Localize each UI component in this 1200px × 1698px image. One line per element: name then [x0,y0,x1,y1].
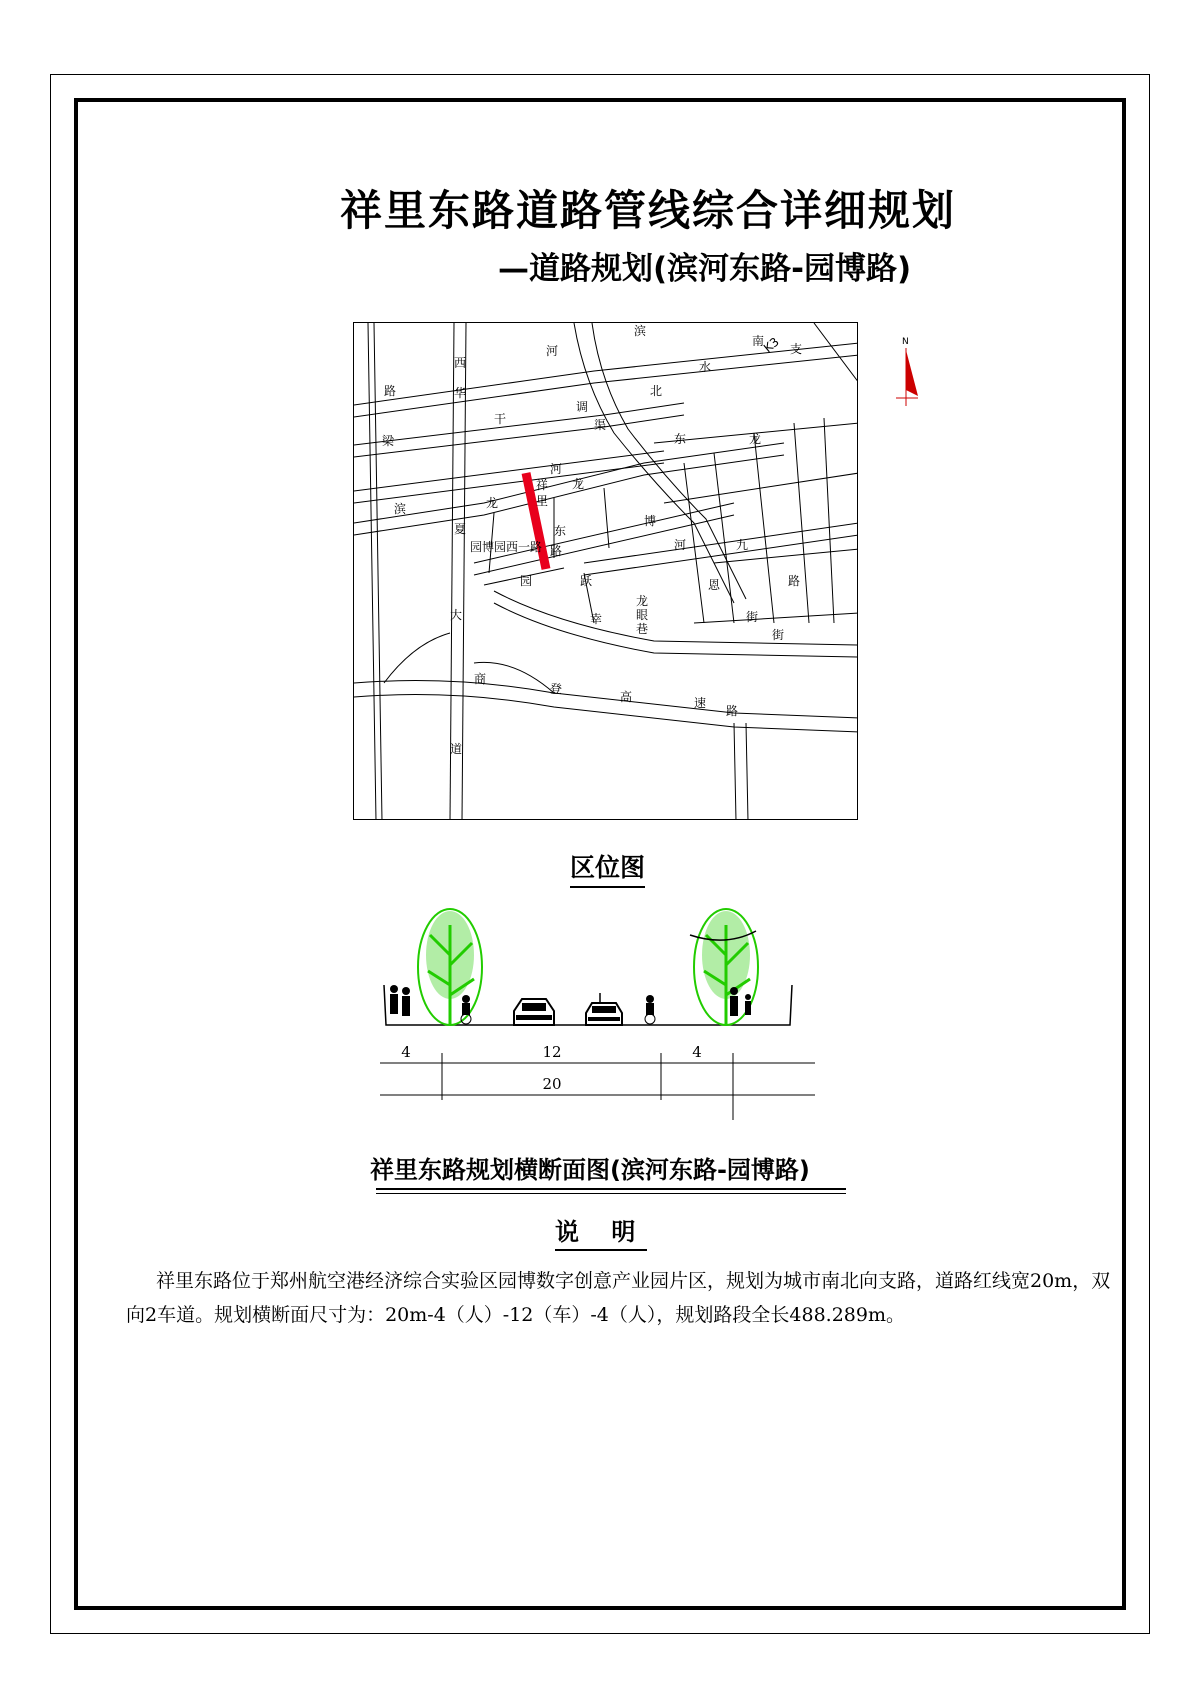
cyclist-icon [645,995,655,1024]
dimension-right: 4 [692,1043,702,1061]
map-label: 路 [788,574,801,588]
north-label: N [902,337,909,347]
tree-icon [418,909,482,1025]
map-label: 梁 [382,434,395,448]
north-arrow-icon [892,334,932,418]
map-label: 龙 [636,594,649,608]
map-label: 巷 [636,622,649,636]
map-label: 里 [536,494,549,508]
dimension-left: 4 [401,1043,411,1061]
location-map [353,322,858,820]
dimension-middle: 12 [542,1043,562,1061]
map-label: 大 [450,608,463,622]
map-label: 东 [674,432,687,446]
car-icon [586,1003,622,1025]
car-icon [514,999,554,1025]
page-title: 祥里东路道路管线综合详细规划 [340,186,957,235]
map-label: 河 [546,344,559,358]
map-label: 北 [650,384,663,398]
map-label: 九 [736,538,749,552]
map-label: 路 [550,544,563,558]
pedestrian-icon [730,987,751,1016]
map-label: 龙 [572,477,585,491]
map-label: 恩 [708,578,721,592]
map-label: 街 [746,610,759,624]
map-label: 眼 [636,608,649,622]
map-label: 滨 [634,324,647,338]
cross-section-diagram [380,895,820,1139]
dimension-total: 20 [542,1075,562,1093]
map-label: 跃 [580,574,593,588]
map-label: 干 [494,412,507,426]
map-label: 祥 [536,478,549,492]
map-label: 高 [620,690,633,704]
page-subtitle: —道路规划(滨河东路-园博路) [498,251,912,287]
map-label: 速 [694,696,707,710]
notes-heading: 说 明 [555,1212,647,1251]
map-label: 园博园西一路 [470,540,543,554]
location-map-drawing [354,323,858,820]
map-label: 支 [790,342,803,356]
map-label: 龙 [486,496,499,510]
map-label: 南 [752,334,765,348]
map-label: 河 [674,538,687,552]
map-label: 道 [450,742,463,756]
map-label: 河 [550,462,563,476]
map-label: 博 [644,514,657,528]
map-label: 商 [474,672,487,686]
map-label: 幸 [590,612,603,626]
cross-section-caption: 祥里东路规划横断面图(滨河东路-园博路) [370,1156,810,1184]
pedestrian-icon [390,985,410,1016]
map-label: 园 [520,574,533,588]
map-label: 路 [384,384,397,398]
map-label: 华 [454,386,467,400]
notes-text: 祥里东路位于郑州航空港经济综合实验区园博数字创意产业园片区，规划为城市南北向支路，道路红线宽20m，双向2车道。规划横断面尺寸为：20m-4（人）-12（车）-4（人），规划路段全长488.289m。 [126,1270,1111,1326]
map-label: 登 [550,682,563,696]
location-map-caption: 区位图 [570,848,645,888]
map-label: 渠 [594,418,607,432]
map-label: 水 [699,360,712,374]
map-label: 路 [726,704,739,718]
map-label: 调 [576,400,589,414]
map-label: 龙 [749,432,762,446]
caption-underline [376,1188,846,1190]
map-label: 夏 [454,522,467,536]
map-label: K3 [760,334,782,356]
map-label: 东 [554,524,567,538]
map-label: 滨 [394,502,407,516]
map-label: 西 [454,356,467,370]
map-label: 街 [772,628,785,642]
caption-underline [376,1193,846,1194]
